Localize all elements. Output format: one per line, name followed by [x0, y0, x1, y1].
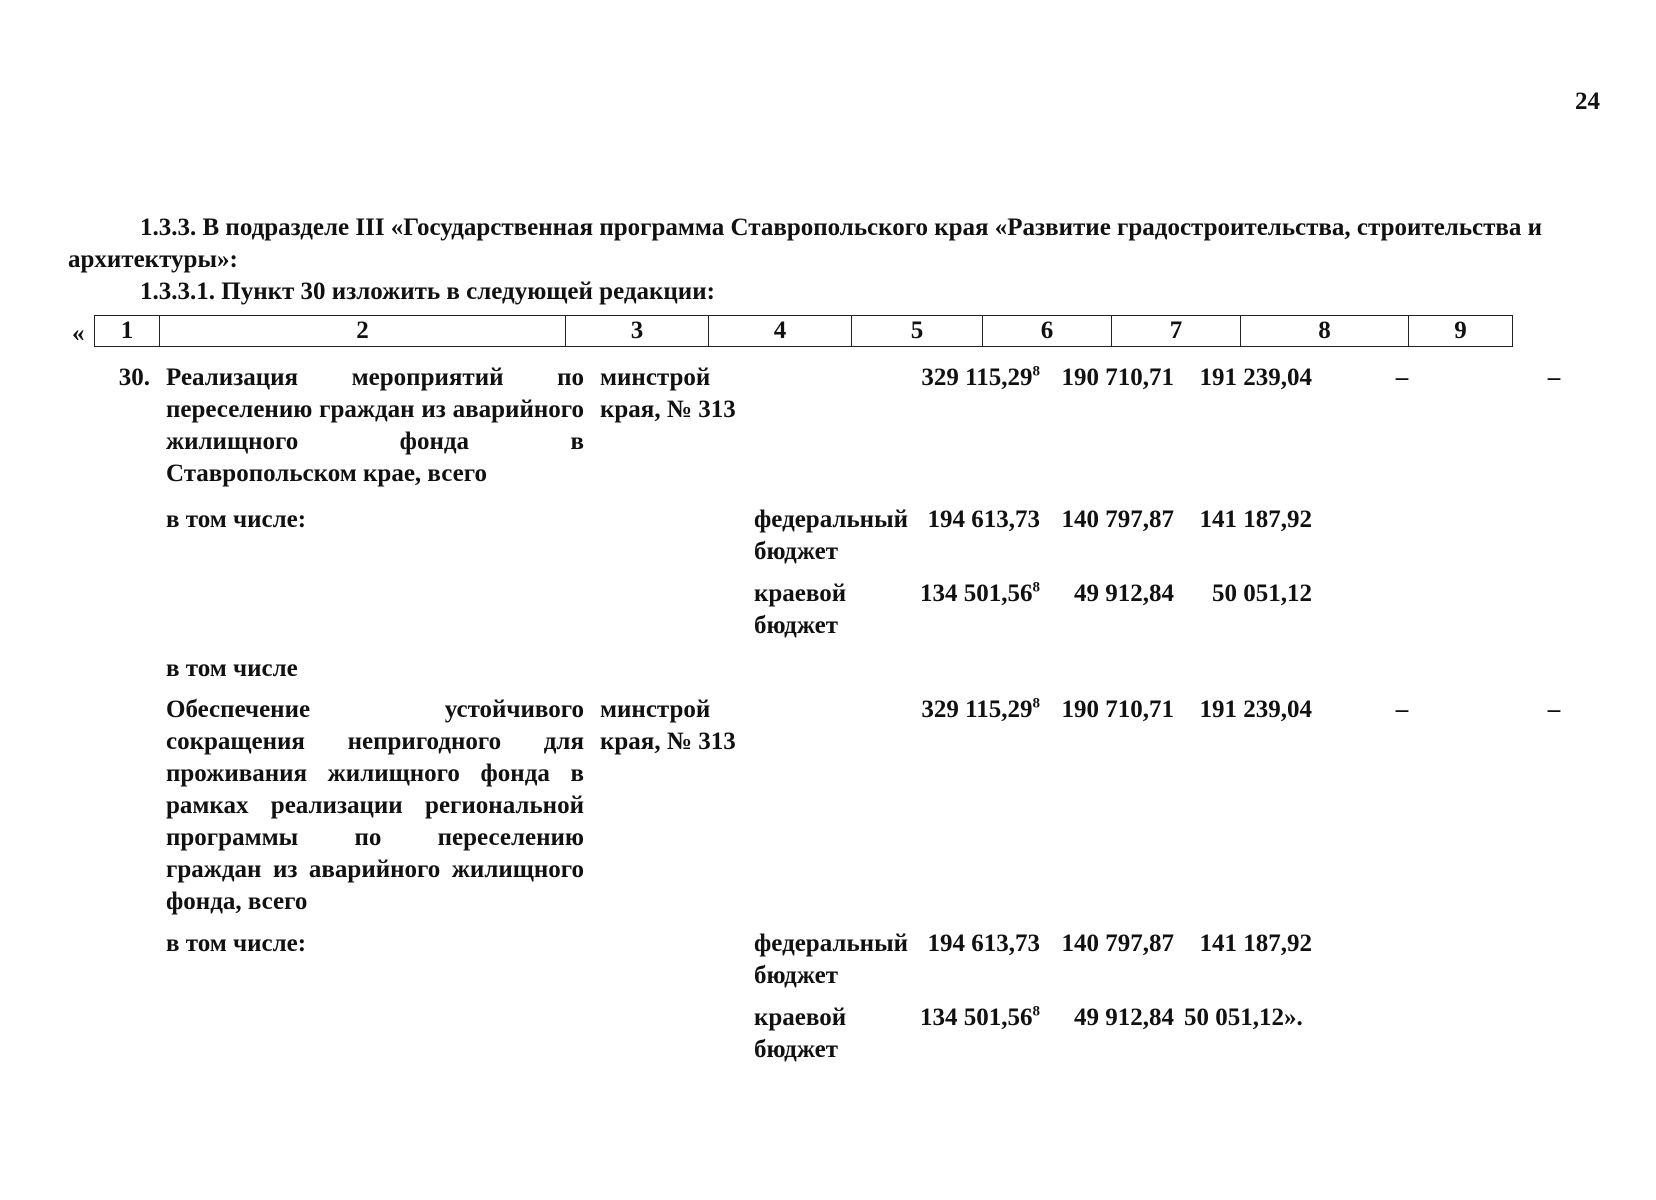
row-value-5: 194 613,73: [927, 506, 1040, 533]
column-header-8: 8: [1241, 316, 1409, 347]
row-value-9: –: [1547, 696, 1561, 723]
row-source: федеральный бюджет: [754, 930, 909, 989]
intro-paragraph-1: [68, 212, 1608, 276]
value-5-text: 134 501,56: [920, 1004, 1033, 1031]
row-value-6: 190 710,71: [1061, 696, 1174, 723]
row-executor: минстрой края, № 313: [600, 696, 736, 755]
row-name: Обеспечение устойчивого сокращения непригодного для проживания жилищного фонда в рамках реализации региональной программы по переселению граждан из аварийного жилищного фонда, всего: [166, 696, 584, 915]
column-header-9: 9: [1409, 316, 1513, 347]
column-header-4: 4: [709, 316, 852, 347]
row-value-7: 50 051,12».: [1184, 1004, 1303, 1031]
column-header-5: 5: [852, 316, 983, 347]
row-source: федеральный бюджет: [754, 506, 909, 565]
column-header-6: 6: [983, 316, 1112, 347]
row-name: в том числе: [166, 655, 298, 682]
intro-paragraph-1-text: 1.3.3. В подразделе III «Государственная программа Ставропольского края «Развитие градостроительства, строительства и архитектуры»:: [68, 214, 1543, 273]
page-number: 24: [1575, 88, 1600, 115]
row-executor: минстрой края, № 313: [600, 364, 736, 423]
row-number: 30.: [118, 364, 150, 391]
opening-quote: «: [72, 320, 85, 347]
column-header-row: [94, 315, 1513, 347]
footnote-mark: 8: [1032, 695, 1040, 712]
column-header-3: 3: [566, 316, 709, 347]
row-value-7: 141 187,92: [1199, 930, 1312, 957]
value-5-text: 329 115,29: [921, 696, 1033, 723]
row-source: краевой бюджет: [754, 1004, 847, 1063]
row-value-5: [900, 1002, 1040, 1034]
row-value-6: 140 797,87: [1061, 506, 1174, 533]
value-5-text: 329 115,29: [921, 364, 1033, 391]
column-header-1: 1: [95, 316, 160, 347]
row-source: краевой бюджет: [754, 580, 847, 639]
intro-paragraph-2: 1.3.3.1. Пункт 30 изложить в следующей редакции:: [140, 278, 715, 305]
row-value-7: 141 187,92: [1199, 506, 1312, 533]
row-value-5: [900, 578, 1040, 610]
row-value-5: [900, 694, 1040, 726]
row-value-5: 194 613,73: [927, 930, 1040, 957]
row-value-8: –: [1395, 696, 1409, 723]
row-value-7: 191 239,04: [1199, 696, 1312, 723]
row-value-6: 49 912,84: [1074, 580, 1174, 607]
row-value-9: –: [1547, 364, 1561, 391]
row-name: Реализация мероприятий по переселению граждан из аварийного жилищного фонда в Ставропольском крае, всего: [166, 364, 584, 487]
row-value-6: 190 710,71: [1061, 364, 1174, 391]
row-name: в том числе:: [166, 506, 307, 533]
row-value-6: 49 912,84: [1074, 1004, 1174, 1031]
row-name: в том числе:: [166, 930, 307, 957]
row-value-7: 191 239,04: [1199, 364, 1312, 391]
row-value-7: 50 051,12: [1212, 580, 1312, 607]
row-value-5: [900, 362, 1040, 394]
column-header-7: 7: [1112, 316, 1241, 347]
footnote-mark: 8: [1032, 1003, 1040, 1020]
row-value-6: 140 797,87: [1061, 930, 1174, 957]
footnote-mark: 8: [1032, 579, 1040, 596]
footnote-mark: 8: [1032, 363, 1040, 380]
value-5-text: 134 501,56: [920, 580, 1033, 607]
column-header-2: 2: [160, 316, 566, 347]
row-value-8: –: [1395, 364, 1409, 391]
